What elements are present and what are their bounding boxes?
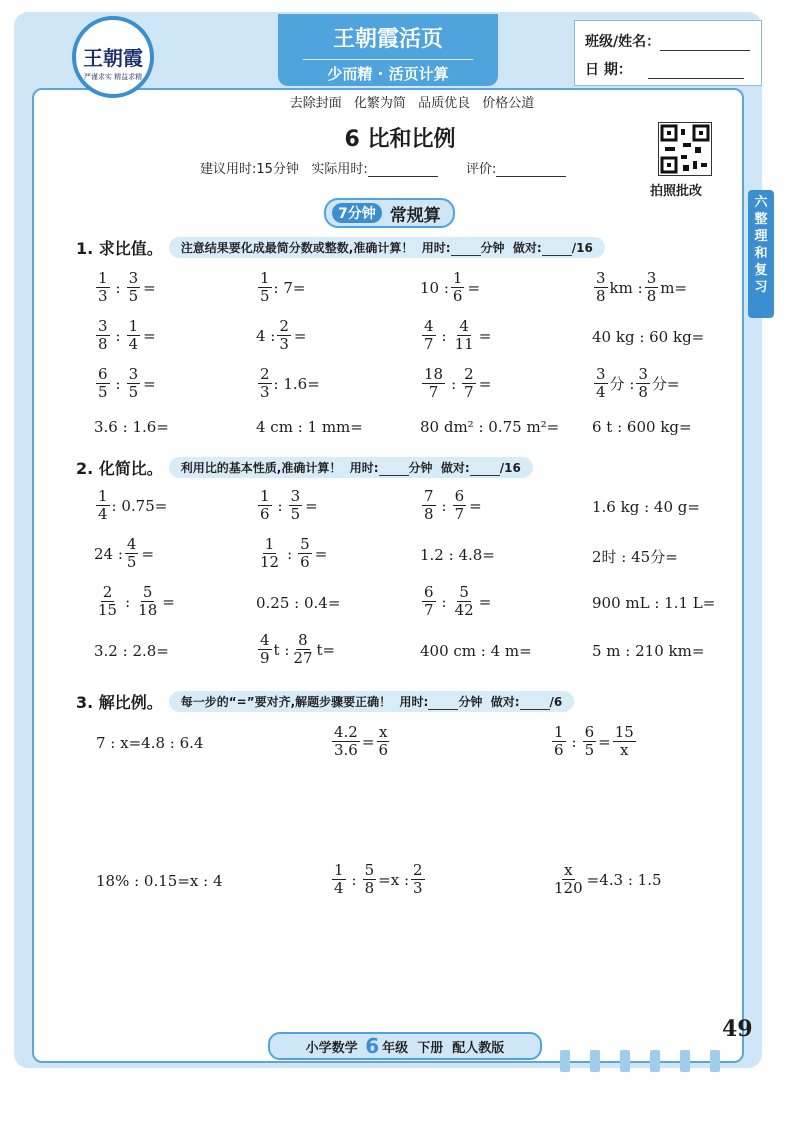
banner-subtitle: 少而精 · 活页计算 xyxy=(303,59,473,84)
logo-motto: 严谨求实 精益求精 xyxy=(83,73,143,81)
footer-badge xyxy=(268,1032,542,1060)
problem: 3.2 : 2.8= xyxy=(94,642,169,660)
time-label: 用时: xyxy=(399,695,429,709)
problem: 40 kg : 60 kg= xyxy=(592,328,705,346)
problem: 5 m : 210 km= xyxy=(592,642,705,660)
evaluation-label: 评价: xyxy=(465,162,497,177)
question-hint xyxy=(169,691,574,712)
time-blank[interactable] xyxy=(451,255,481,256)
correct-total: /16 xyxy=(571,241,593,255)
footer-grade: 年级 xyxy=(382,1040,409,1056)
binding-tab xyxy=(620,1050,630,1072)
question-hint xyxy=(169,457,533,478)
time-unit: 分钟 xyxy=(480,241,505,255)
problem: $\frac{6}{7}$ : $\frac{5}{42}$ = xyxy=(424,583,492,619)
question-hint xyxy=(169,237,605,258)
problem: $\frac{2}{15}$ : $\frac{5}{18}$ = xyxy=(98,583,175,619)
time-blank[interactable] xyxy=(379,475,409,476)
problem: $\frac{3}{8}$ : $\frac{1}{4}$ = xyxy=(98,317,156,353)
section-name: 常规算 xyxy=(389,205,441,226)
problem: $\frac{4}{7}$ : $\frac{4}{11}$ = xyxy=(424,317,492,353)
binding-tab xyxy=(710,1050,720,1072)
side-tab-text: 六 整理和复习 xyxy=(754,195,768,295)
page-title: 6 比和比例 xyxy=(344,127,456,152)
footer-subject: 小学数学 xyxy=(305,1040,358,1056)
slogan-item: 品质优良 xyxy=(418,96,471,111)
slogan-item: 化繁为简 xyxy=(353,96,406,111)
correct-label: 做对: xyxy=(512,241,542,255)
time-unit: 分钟 xyxy=(458,695,483,709)
suggested-time: 建议用时:15分钟 xyxy=(200,162,299,177)
time-unit: 分钟 xyxy=(408,461,433,475)
logo-text: 王朝霞 xyxy=(83,46,143,70)
time-label: 用时: xyxy=(421,241,451,255)
section-minutes: 7分钟 xyxy=(332,203,382,223)
problem: $\frac{4.2}{3.6}$ = $\frac{x}{6}$ xyxy=(334,723,388,759)
binding-tab xyxy=(590,1050,600,1072)
problem: 18% : 0.15=x : 4 xyxy=(96,872,223,890)
problem: $\frac{18}{7}$ : $\frac{2}{7}$ = xyxy=(424,365,492,401)
problem: 2时 : 45分= xyxy=(592,548,678,566)
class-name-label: 班级/姓名： xyxy=(585,34,661,50)
slogan-item: 去除封面 xyxy=(289,96,342,111)
problem: 80 dm² : 0.75 m²= xyxy=(420,418,560,436)
time-blank[interactable] xyxy=(428,709,458,710)
problem: $\frac{1}{4}$ : $\frac{5}{8}$ =x : $\frac{2}{3}$ xyxy=(334,861,423,897)
problem: 10 : $\frac{1}{6}$ = xyxy=(420,269,481,305)
problem: $\frac{1}{12}$ : $\frac{5}{6}$ = xyxy=(260,535,328,571)
brand-logo xyxy=(72,16,154,98)
chapter-side-tab xyxy=(748,190,774,318)
qr-label: 拍照批改 xyxy=(650,184,703,199)
slogan xyxy=(262,92,562,111)
problem: 900 mL : 1.1 L= xyxy=(592,594,716,612)
time-label: 用时: xyxy=(349,461,379,475)
footer-volume: 下册 xyxy=(417,1040,444,1056)
problem: $\frac{1}{3}$ : $\frac{3}{5}$ = xyxy=(98,269,156,305)
question-title: 3. 解比例。 xyxy=(76,693,163,712)
footer-edition: 配人教版 xyxy=(452,1040,505,1056)
problem: 6 t : 600 kg= xyxy=(592,418,692,436)
problem: $\frac{1}{6}$ : $\frac{6}{5}$ = $\frac{15}{x}$ xyxy=(554,723,634,759)
binding-tab xyxy=(680,1050,690,1072)
problem: $\frac{4}{9}$ t : $\frac{8}{27}$ t= xyxy=(260,631,336,667)
class-name-field[interactable] xyxy=(660,50,750,51)
time-info xyxy=(200,158,590,177)
section-header xyxy=(324,198,455,228)
content-panel xyxy=(32,88,744,1063)
correct-blank[interactable] xyxy=(470,475,500,476)
binding-tab xyxy=(560,1050,570,1072)
evaluation-field[interactable] xyxy=(496,176,566,177)
hint-text: 注意结果要化成最简分数或整数,准确计算！ xyxy=(180,241,414,255)
question-title: 1. 求比值。 xyxy=(76,239,163,258)
footer-grade-number: 6 xyxy=(365,1034,380,1058)
class-name-row[interactable] xyxy=(585,31,750,51)
problem: 4 : $\frac{2}{3}$ = xyxy=(256,317,307,353)
problem: $\frac{3}{8}$ km : $\frac{3}{8}$ m= xyxy=(596,269,688,305)
problem: $\frac{6}{5}$ : $\frac{3}{5}$ = xyxy=(98,365,156,401)
question-1-header xyxy=(76,236,605,259)
page-number: 49 xyxy=(722,1016,753,1042)
problem: $\frac{3}{4}$ 分 : $\frac{3}{8}$ 分= xyxy=(596,365,680,401)
problem: $\frac{1}{6}$ : $\frac{3}{5}$ = xyxy=(260,487,318,523)
question-2-header xyxy=(76,456,533,479)
hint-text: 每一步的“=”要对齐,解题步骤要正确！ xyxy=(180,695,392,709)
correct-total: /6 xyxy=(549,695,563,709)
problem: 4 cm : 1 mm= xyxy=(256,418,363,436)
problem: 0.25 : 0.4= xyxy=(256,594,341,612)
problem: $\frac{1}{5}$ : 7= xyxy=(260,269,306,305)
slogan-item: 价格公道 xyxy=(482,96,535,111)
problem: 24 : $\frac{4}{5}$ = xyxy=(94,535,155,571)
binding-tab xyxy=(650,1050,660,1072)
problem: $\frac{7}{8}$ : $\frac{6}{7}$ = xyxy=(424,487,482,523)
problem: 400 cm : 4 m= xyxy=(420,642,532,660)
problem: 1.6 kg : 40 g= xyxy=(592,498,700,516)
problem: 3.6 : 1.6= xyxy=(94,418,169,436)
actual-time-label: 实际用时: xyxy=(311,162,368,177)
question-title: 2. 化简比。 xyxy=(76,459,163,478)
date-row[interactable] xyxy=(585,59,744,79)
problem: 1.2 : 4.8= xyxy=(420,546,495,564)
question-3-header xyxy=(76,690,574,713)
correct-label: 做对: xyxy=(490,695,520,709)
correct-blank[interactable] xyxy=(520,709,550,710)
problem: $\frac{1}{4}$ : 0.75= xyxy=(98,487,168,523)
qr-code-icon[interactable] xyxy=(658,122,712,176)
banner-title: 王朝霞活页 xyxy=(332,26,443,52)
actual-time-field[interactable] xyxy=(368,176,438,177)
correct-label: 做对: xyxy=(440,461,470,475)
name-date-box xyxy=(574,20,762,86)
header-banner xyxy=(278,14,498,86)
hint-text: 利用比的基本性质,准确计算！ xyxy=(180,461,342,475)
problem: 7 : x=4.8 : 6.4 xyxy=(96,734,204,752)
problem: $\frac{2}{3}$ : 1.6= xyxy=(260,365,320,401)
correct-total: /16 xyxy=(499,461,521,475)
problem: $\frac{x}{120}$ =4.3 : 1.5 xyxy=(554,861,662,897)
date-field[interactable] xyxy=(648,78,744,79)
date-label: 日 期： xyxy=(585,62,632,78)
correct-blank[interactable] xyxy=(542,255,572,256)
